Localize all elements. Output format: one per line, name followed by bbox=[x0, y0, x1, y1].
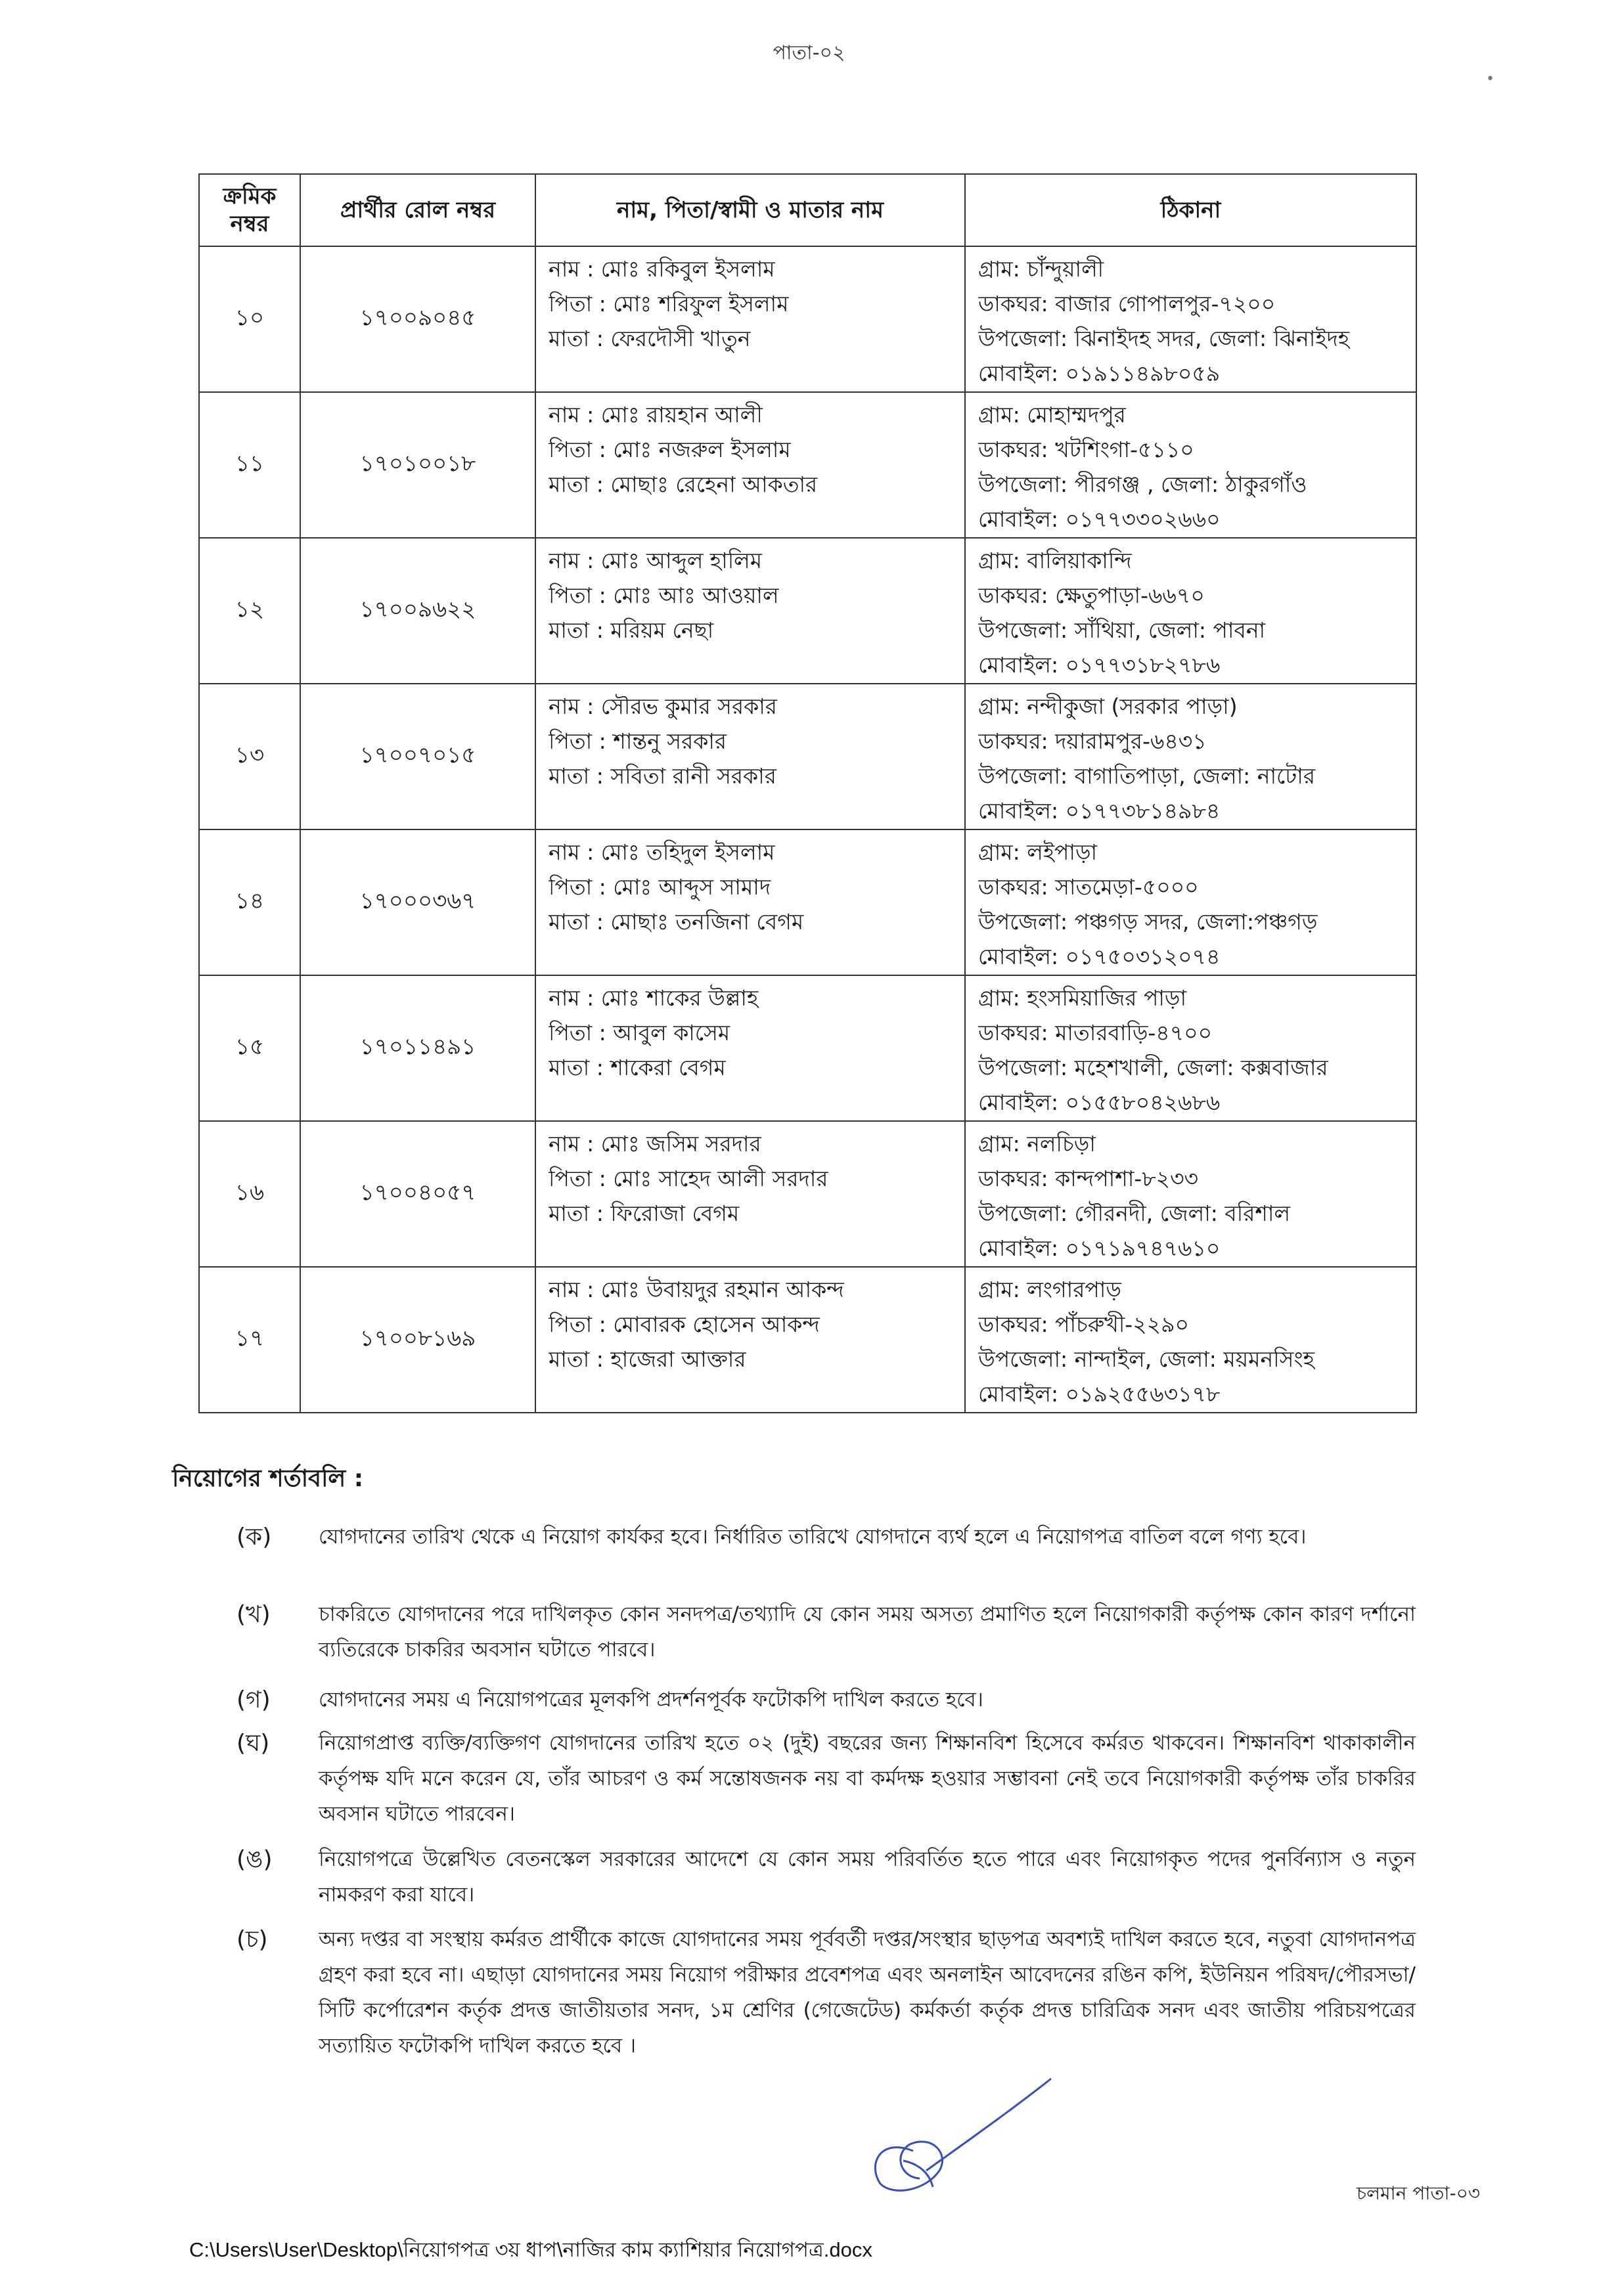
address-cell bbox=[965, 1267, 1416, 1413]
address-mobile: মোবাইল: ০১৭৭৩৮১৪৯৮৪ bbox=[978, 798, 1221, 824]
address-upazila: উপজেলা: পঞ্চগড় সদর, জেলা:পঞ্চগড় bbox=[978, 909, 1318, 935]
address-village: গ্রাম: নলচিড়া bbox=[978, 1131, 1096, 1157]
address-post: ডাকঘর: মাতারবাড়ি-৪৭০০ bbox=[978, 1020, 1213, 1046]
address-village: গ্রাম: নন্দীকুজা (সরকার পাড়া) bbox=[978, 694, 1238, 719]
address-upazila: উপজেলা: নান্দাইল, জেলা: ময়মনসিংহ bbox=[978, 1346, 1315, 1372]
table-row bbox=[199, 1267, 1416, 1413]
term-text: যোগদানের সময় এ নিয়োগপত্রের মূলকপি প্রদর্শনপূর্বক ফটোকপি দাখিল করতে হবে। bbox=[319, 1688, 983, 1711]
names-cell bbox=[535, 1121, 965, 1267]
names-cell bbox=[535, 246, 965, 392]
term-label: (ক) bbox=[236, 1524, 272, 1551]
continue-note: চলমান পাতা-০৩ bbox=[1356, 2182, 1480, 2204]
address-village: গ্রাম: লইপাড়া bbox=[978, 839, 1098, 865]
candidate-name: নাম : মোঃ আব্দুল হালিম bbox=[549, 548, 763, 573]
address-village: গ্রাম: মোহাম্মদপুর bbox=[978, 402, 1126, 428]
address-village: গ্রাম: চাঁন্দুয়ালী bbox=[978, 256, 1104, 282]
term-text: চাকরিতে যোগদানের পরে দাখিলকৃত কোন সনদপত্র/তথ্যাদি যে কোন সময় অসত্য প্রমাণিত হলে নিয়োগকারী কর্তৃপক্ষ কোন কারণ দর্শানো ব্যতিরেকে চাকরির অবসান ঘটাতে পারবে। bbox=[319, 1602, 1416, 1662]
address-upazila: উপজেলা: সাঁথিয়া, জেলা: পাবনা bbox=[978, 617, 1266, 643]
table-row bbox=[199, 684, 1416, 829]
address-upazila: উপজেলা: বাগাতিপাড়া, জেলা: নাটোর bbox=[978, 763, 1315, 789]
address-post: ডাকঘর: দয়ারামপুর-৬৪৩১ bbox=[978, 728, 1207, 754]
term-label: (চ) bbox=[236, 1926, 268, 1953]
table-row bbox=[199, 392, 1416, 538]
header-names: নাম, পিতা/স্বামী ও মাতার নাম bbox=[535, 174, 965, 246]
address-mobile: মোবাইল: ০১৭১৯৭৪৭৬১০ bbox=[978, 1235, 1221, 1261]
mother-name: মাতা : শাকেরা বেগম bbox=[549, 1055, 726, 1080]
address-mobile: মোবাইল: ০১৯১১৪৯৮০৫৯ bbox=[978, 361, 1221, 386]
father-name: পিতা : মোঃ আব্দুস সামাদ bbox=[549, 874, 771, 900]
father-name: পিতা : আবুল কাসেম bbox=[549, 1020, 730, 1046]
mother-name: মাতা : মরিয়ম নেছা bbox=[549, 617, 714, 643]
table-row bbox=[199, 975, 1416, 1121]
address-post: ডাকঘর: কান্দপাশা-৮২৩৩ bbox=[978, 1166, 1198, 1191]
roll-cell: ১৭০০৯০৪৫ bbox=[300, 246, 535, 392]
names-cell bbox=[535, 975, 965, 1121]
term-label: (গ) bbox=[236, 1687, 271, 1713]
candidate-name: নাম : মোঃ উবায়দুর রহমান আকন্দ bbox=[549, 1277, 844, 1302]
term-label: (ঙ) bbox=[236, 1846, 273, 1873]
address-post: ডাকঘর: খটশিংগা-৫১১০ bbox=[978, 437, 1194, 462]
term-text: অন্য দপ্তর বা সংস্থায় কর্মরত প্রার্থীকে কাজে যোগদানের সময় পূর্ববর্তী দপ্তর/সংস্থার ছাড়পত্র অবশ্যই দাখিল করতে হবে, নতুবা যোগদানপত্র গ্রহণ করা হবে না। এছাড়া যোগদানের সময় নিয়োগ পরীক্ষার প্রবেশপত্র এবং অনলাইন আবেদনের রঙিন কপি, ইউনিয়ন পরিষদ/পৌরসভা/সিটি কর্পোরেশন কর্তৃক প্রদত্ত জাতীয়তার সনদ, ১ম শ্রেণির (গেজেটেড) কর্মকর্তা কর্তৃক প্রদত্ত চারিত্রিক সনদ এবং জাতীয় পরিচয়পত্রের সত্যায়িত ফটোকপি দাখিল করতে হবে । bbox=[319, 1928, 1416, 2058]
address-cell bbox=[965, 829, 1416, 975]
names-cell bbox=[535, 1267, 965, 1413]
roll-cell: ১৭০০০৩৬৭ bbox=[300, 829, 535, 975]
address-cell bbox=[965, 684, 1416, 829]
address-upazila: উপজেলা: গৌরনদী, জেলা: বরিশাল bbox=[978, 1201, 1291, 1226]
term-text: যোগদানের তারিখ থেকে এ নিয়োগ কার্যকর হবে। নির্ধারিত তারিখে যোগদানে ব্যর্থ হলে এ নিয়োগপত্র বাতিল বলে গণ্য হবে। bbox=[319, 1525, 1307, 1549]
address-cell bbox=[965, 538, 1416, 684]
table-row bbox=[199, 538, 1416, 684]
address-cell bbox=[965, 1121, 1416, 1267]
candidate-name: নাম : মোঃ রায়হান আলী bbox=[549, 402, 763, 428]
mother-name: মাতা : হাজেরা আক্তার bbox=[549, 1346, 746, 1372]
mother-name: মাতা : ফেরদৌসী খাতুন bbox=[549, 326, 751, 351]
serial-cell: ১৭ bbox=[199, 1267, 300, 1413]
roll-cell: ১৭০১০০১৮ bbox=[300, 392, 535, 538]
address-mobile: মোবাইল: ০১৭৫০৩১২০৭৪ bbox=[978, 944, 1221, 969]
serial-cell: ১৬ bbox=[199, 1121, 300, 1267]
table-header-row bbox=[199, 174, 1416, 246]
address-upazila: উপজেলা: ঝিনাইদহ সদর, জেলা: ঝিনাইদহ bbox=[978, 326, 1350, 351]
terms-heading: নিয়োগের শর্তাবলি : bbox=[172, 1465, 364, 1492]
candidate-name: নাম : মোঃ শাকের উল্লাহ bbox=[549, 985, 759, 1011]
table-row bbox=[199, 1121, 1416, 1267]
roll-cell: ১৭০০৮১৬৯ bbox=[300, 1267, 535, 1413]
address-post: ডাকঘর: সাতমেড়া-৫০০০ bbox=[978, 874, 1199, 900]
mother-name: মাতা : মোছাঃ রেহেনা আকতার bbox=[549, 472, 818, 497]
address-upazila: উপজেলা: পীরগঞ্জ , জেলা: ঠাকুরগাঁও bbox=[978, 472, 1307, 497]
term-label: (খ) bbox=[236, 1601, 271, 1628]
file-path: C:\Users\User\Desktop\নিয়োগপত্র ৩য় ধাপ\নাজির কাম ক্যাশিয়ার নিয়োগপত্র.docx bbox=[189, 2238, 872, 2261]
serial-cell: ১৪ bbox=[199, 829, 300, 975]
serial-cell: ১২ bbox=[199, 538, 300, 684]
mother-name: মাতা : সবিতা রানী সরকার bbox=[549, 763, 776, 789]
serial-cell: ১১ bbox=[199, 392, 300, 538]
corner-mark: • bbox=[1486, 71, 1494, 87]
candidate-name: নাম : মোঃ জসিম সরদার bbox=[549, 1131, 761, 1157]
serial-cell: ১০ bbox=[199, 246, 300, 392]
table-row bbox=[199, 246, 1416, 392]
names-cell bbox=[535, 829, 965, 975]
candidate-table bbox=[198, 173, 1417, 1413]
address-post: ডাকঘর: বাজার গোপালপুর-৭২০০ bbox=[978, 291, 1276, 317]
header-serial: ক্রমিক নম্বর bbox=[199, 174, 300, 246]
address-mobile: মোবাইল: ০১৭৭৩৩০২৬৬০ bbox=[978, 506, 1221, 532]
candidate-name: নাম : মোঃ রকিবুল ইসলাম bbox=[549, 256, 775, 282]
address-post: ডাকঘর: ক্ষেতুপাড়া-৬৬৭০ bbox=[978, 583, 1205, 608]
serial-cell: ১৫ bbox=[199, 975, 300, 1121]
address-mobile: মোবাইল: ০১৭৭৩১৮২৭৮৬ bbox=[978, 652, 1221, 678]
header-roll: প্রার্থীর রোল নম্বর bbox=[300, 174, 535, 246]
father-name: পিতা : মোঃ সাহেদ আলী সরদার bbox=[549, 1166, 828, 1191]
mother-name: মাতা : ফিরোজা বেগম bbox=[549, 1201, 740, 1226]
serial-cell: ১৩ bbox=[199, 684, 300, 829]
term-text: নিয়োগপত্রে উল্লেখিত বেতনস্কেল সরকারের আদেশে যে কোন সময় পরিবর্তিত হতে পারে এবং নিয়োগকৃত পদের পুনর্বিন্যাস ও নতুন নামকরণ করা যাবে। bbox=[319, 1847, 1416, 1907]
father-name: পিতা : মোবারক হোসেন আকন্দ bbox=[549, 1312, 820, 1337]
names-cell bbox=[535, 684, 965, 829]
father-name: পিতা : মোঃ নজরুল ইসলাম bbox=[549, 437, 791, 462]
address-upazila: উপজেলা: মহেশখালী, জেলা: কক্সবাজার bbox=[978, 1055, 1328, 1080]
mother-name: মাতা : মোছাঃ তনজিনা বেগম bbox=[549, 909, 804, 935]
father-name: পিতা : মোঃ শরিফুল ইসলাম bbox=[549, 291, 789, 317]
roll-cell: ১৭০১১৪৯১ bbox=[300, 975, 535, 1121]
address-cell bbox=[965, 975, 1416, 1121]
table-row bbox=[199, 829, 1416, 975]
term-text: নিয়োগপ্রাপ্ত ব্যক্তি/ব্যক্তিগণ যোগদানের তারিখ হতে ০২ (দুই) বছরের জন্য শিক্ষানবিশ হিসেবে কর্মরত থাকবেন। শিক্ষানবিশ থাকাকালীন কর্তৃপক্ষ যদি মনে করেন যে, তাঁর আচরণ ও কর্ম সন্তোষজনক নয় বা কর্মদক্ষ হওয়ার সম্ভাবনা নেই তবে নিয়োগকারী কর্তৃপক্ষ তাঁর চাকরির অবসান ঘটাতে পারবেন। bbox=[319, 1731, 1416, 1826]
roll-cell: ১৭০০৯৬২২ bbox=[300, 538, 535, 684]
address-post: ডাকঘর: পাঁচরুখী-২২৯০ bbox=[978, 1312, 1189, 1337]
names-cell bbox=[535, 538, 965, 684]
candidate-name: নাম : সৌরভ কুমার সরকার bbox=[549, 694, 777, 719]
address-mobile: মোবাইল: ০১৫৫৮০৪২৬৮৬ bbox=[978, 1090, 1221, 1115]
address-cell bbox=[965, 246, 1416, 392]
roll-cell: ১৭০০৪০৫৭ bbox=[300, 1121, 535, 1267]
term-label: (ঘ) bbox=[236, 1730, 270, 1757]
page-number: পাতা-০২ bbox=[773, 41, 845, 64]
roll-cell: ১৭০০৭০১৫ bbox=[300, 684, 535, 829]
address-cell bbox=[965, 392, 1416, 538]
address-mobile: মোবাইল: ০১৯২৫৫৬৩১৭৮ bbox=[978, 1381, 1221, 1407]
father-name: পিতা : মোঃ আঃ আওয়াল bbox=[549, 583, 779, 608]
signature bbox=[841, 2065, 1090, 2197]
address-village: গ্রাম: লংগারপাড় bbox=[978, 1277, 1121, 1302]
candidate-name: নাম : মোঃ তহিদুল ইসলাম bbox=[549, 839, 775, 865]
names-cell bbox=[535, 392, 965, 538]
header-address: ঠিকানা bbox=[965, 174, 1416, 246]
address-village: গ্রাম: হংসমিয়াজির পাড়া bbox=[978, 985, 1187, 1011]
address-village: গ্রাম: বালিয়াকান্দি bbox=[978, 548, 1132, 573]
father-name: পিতা : শান্তনু সরকার bbox=[549, 728, 727, 754]
